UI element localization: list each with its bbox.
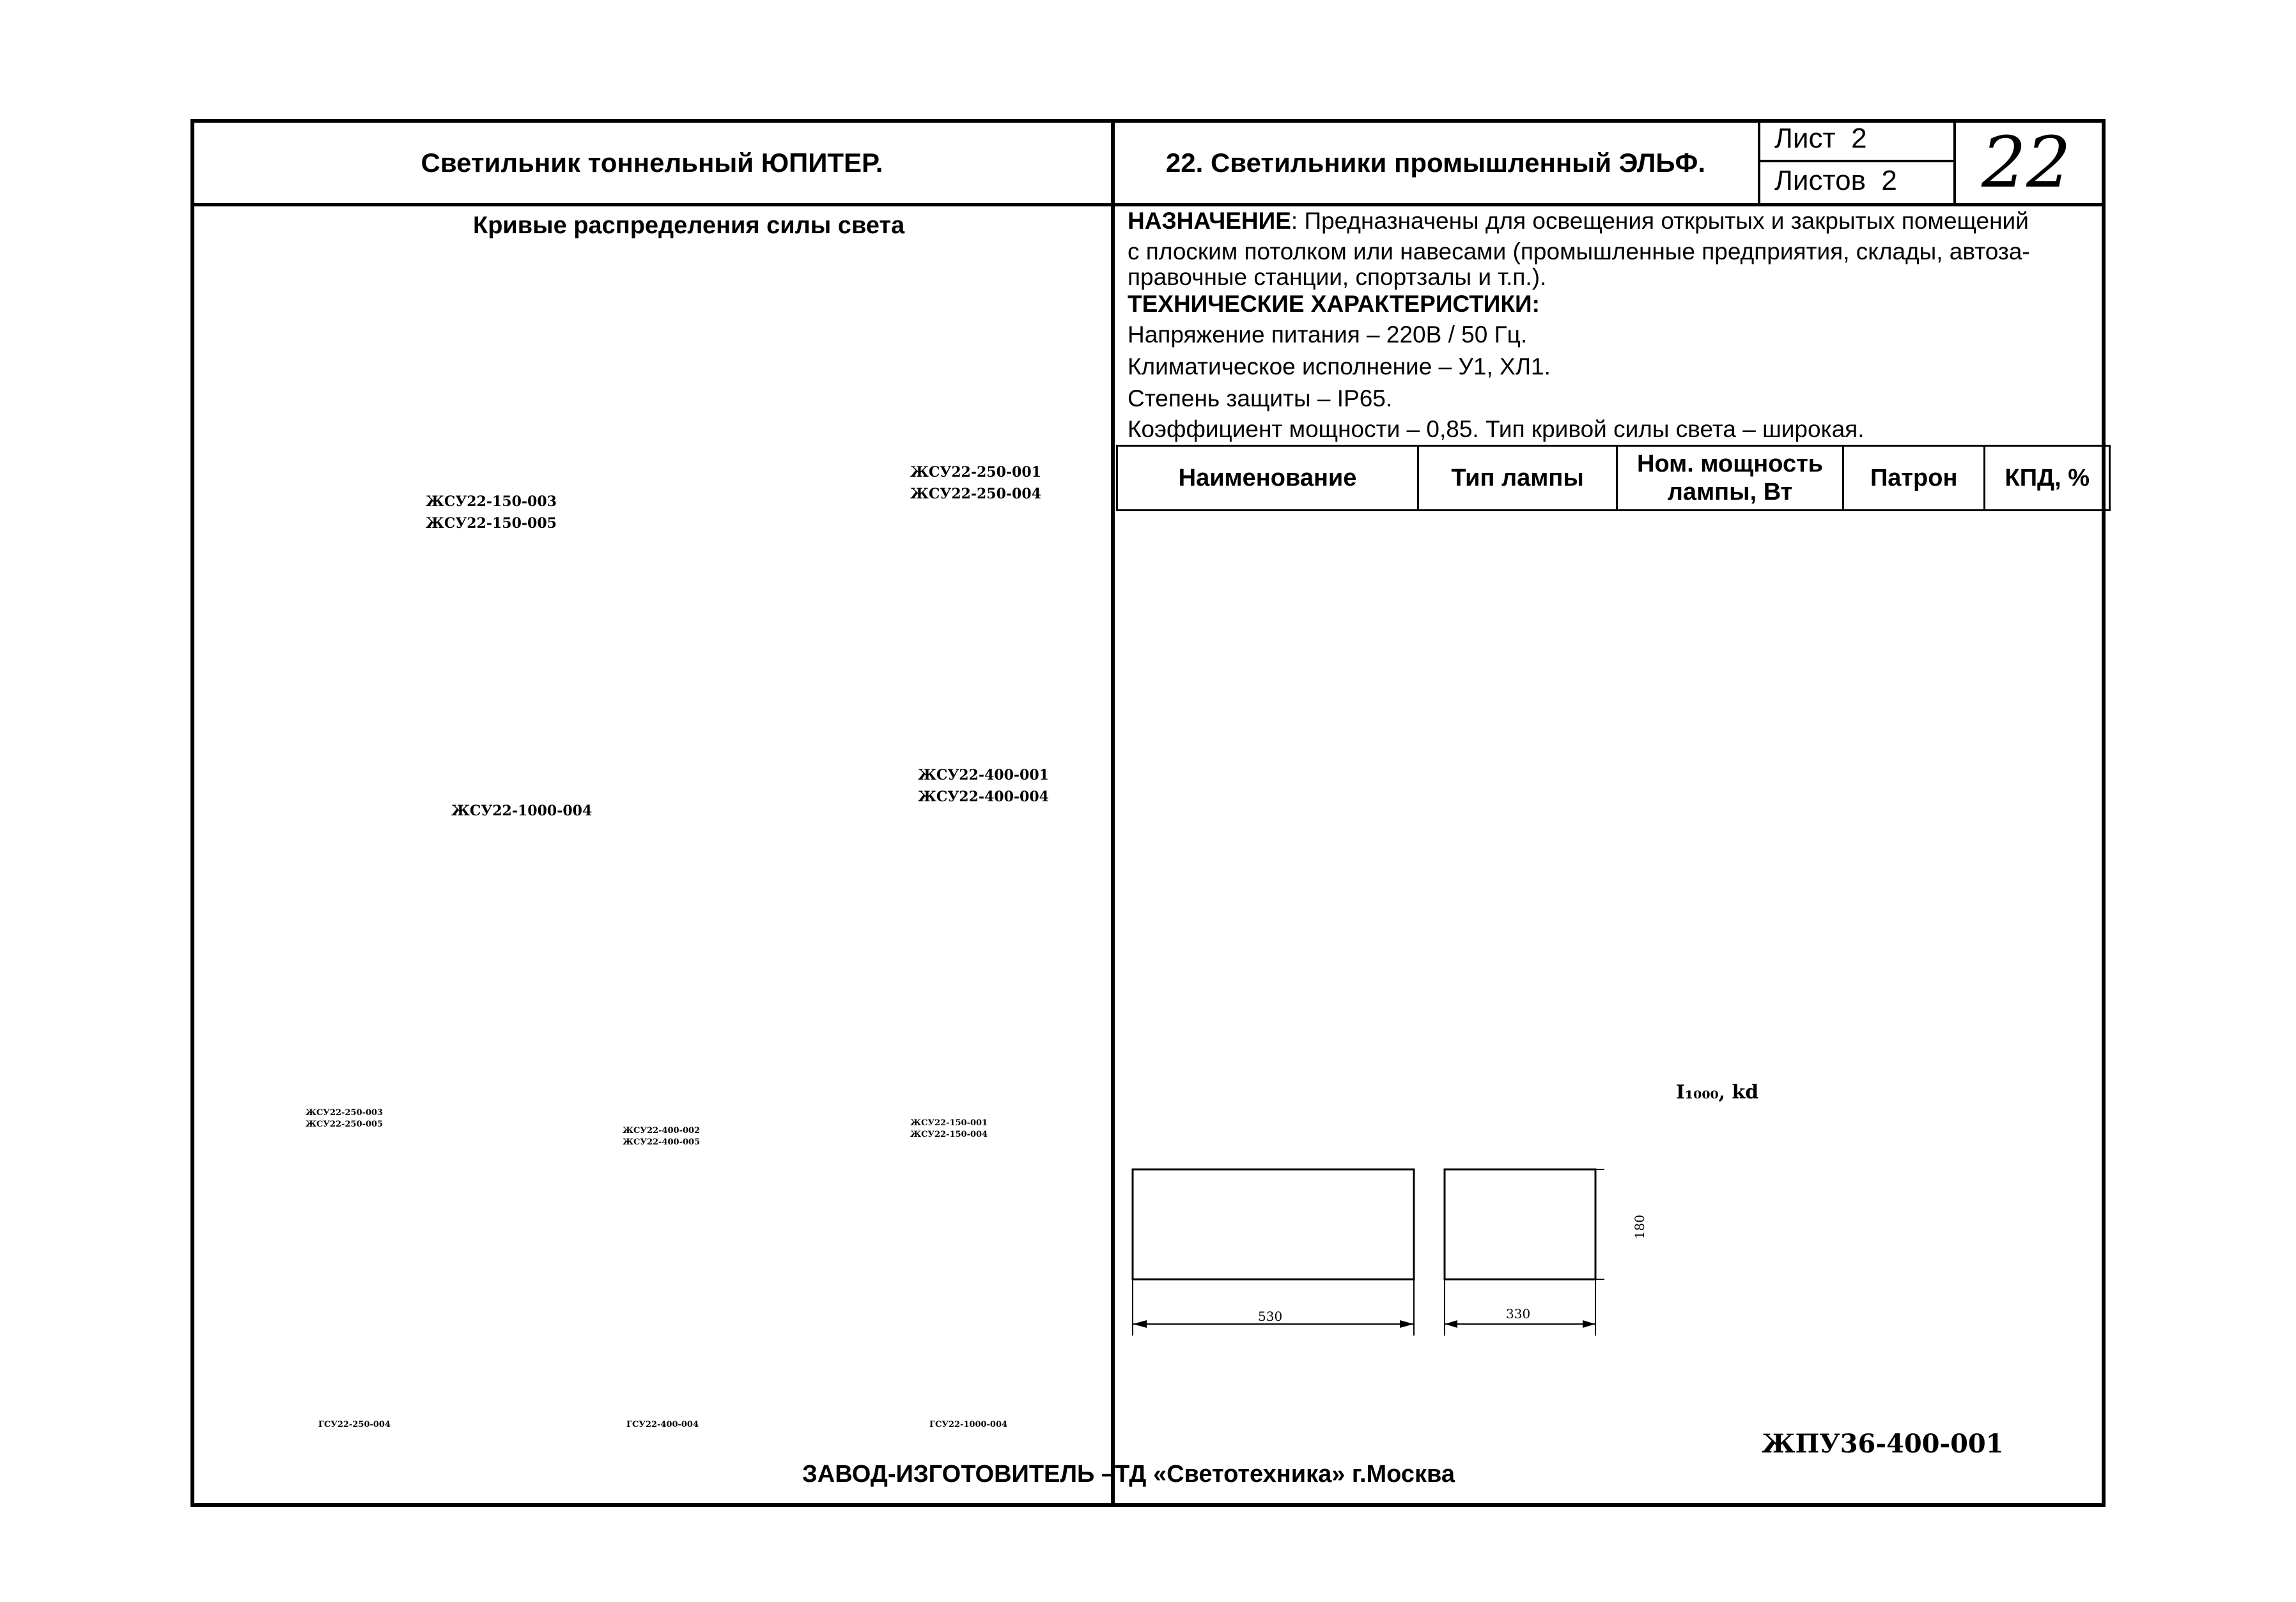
chart-4-caption-1: ЖСУ22-400-001 bbox=[918, 767, 1049, 783]
chart-5-caption-1: ЖСУ22-250-003 bbox=[306, 1108, 384, 1118]
spec-protection: Степень защиты – IP65. bbox=[1128, 385, 1393, 412]
col-header-lamp-type: Тип лампы bbox=[1418, 446, 1617, 511]
table-header-row bbox=[1117, 446, 2110, 511]
purpose-line-3: правочные станции, спортзалы и т.п.). bbox=[1128, 264, 1547, 290]
chart-9-caption-1: ГСУ22-400-004 bbox=[626, 1420, 699, 1429]
chart-1-caption-2: ЖСУ22-150-005 bbox=[426, 515, 557, 532]
chart-7-caption-1: ЖСУ22-150-001 bbox=[910, 1118, 988, 1128]
main-chart-axis-label: I₁₀₀₀, kd bbox=[1676, 1081, 1759, 1104]
main-chart-caption: ЖПУ36-400-001 bbox=[1762, 1429, 2004, 1459]
purpose-line-1: НАЗНАЧЕНИЕ: Предназначены для освещения открытых и закрытых помещений bbox=[1128, 208, 2029, 234]
chart-4-caption-2: ЖСУ22-400-004 bbox=[918, 789, 1049, 805]
spec-power-factor: Коэффициент мощности – 0,85. Тип кривой силы света – широкая. bbox=[1128, 416, 1865, 442]
sheet-box-mid bbox=[1758, 160, 1956, 162]
col-header-efficiency: КПД, % bbox=[1985, 446, 2110, 511]
col-header-name: Наименование bbox=[1117, 446, 1418, 511]
spec-voltage: Напряжение питания – 220В / 50 Гц. bbox=[1128, 321, 1528, 348]
spec-climate: Климатическое исполнение – У1, ХЛ1. bbox=[1128, 353, 1551, 380]
chart-5-caption-2: ЖСУ22-250-005 bbox=[306, 1120, 384, 1129]
spec-table bbox=[1116, 445, 2111, 511]
chart-6-caption-1: ЖСУ22-400-002 bbox=[623, 1126, 701, 1136]
sheet-label: Лист 2 bbox=[1774, 123, 1867, 154]
chart-10-caption-1: ГСУ22-1000-004 bbox=[929, 1420, 1008, 1429]
center-divider bbox=[1111, 119, 1115, 1507]
right-title: 22. Светильники промышленный ЭЛЬФ. bbox=[1165, 148, 1706, 178]
specs-heading: ТЕХНИЧЕСКИЕ ХАРАКТЕРИСТИКИ: bbox=[1128, 291, 1540, 317]
page-number: 22 bbox=[1982, 121, 2071, 203]
chart-2-caption-1: ЖСУ22-250-001 bbox=[910, 464, 1041, 481]
left-title: Светильник тоннельный ЮПИТЕР. bbox=[421, 148, 883, 178]
dimension-width-1: 530 bbox=[1258, 1309, 1283, 1324]
col-header-socket: Патрон bbox=[1843, 446, 1985, 511]
footer-manufacturer: ЗАВОД-ИЗГОТОВИТЕЛЬ –ТД «Светотехника» г.Москва bbox=[802, 1461, 1455, 1488]
purpose-line-2: с плоским потолком или навесами (промышленные предприятия, склады, автоза- bbox=[1128, 238, 2030, 265]
chart-6-caption-2: ЖСУ22-400-005 bbox=[623, 1137, 701, 1147]
chart-2-caption-2: ЖСУ22-250-004 bbox=[910, 486, 1041, 502]
left-panel-heading: Кривые распределения силы света bbox=[473, 212, 905, 239]
col-header-power: Ном. мощность лампы, Вт bbox=[1617, 446, 1843, 511]
chart-8-caption-1: ГСУ22-250-004 bbox=[318, 1420, 391, 1429]
chart-1-caption-1: ЖСУ22-150-003 bbox=[426, 493, 557, 510]
chart-3-caption-1: ЖСУ22-1000-004 bbox=[451, 803, 593, 819]
sheets-label: Листов 2 bbox=[1774, 165, 1897, 196]
dimension-drawing bbox=[1125, 1163, 1604, 1342]
chart-7-caption-2: ЖСУ22-150-004 bbox=[910, 1130, 988, 1139]
dimension-width-2: 330 bbox=[1506, 1306, 1531, 1321]
dimension-height: 180 bbox=[1632, 1214, 1648, 1240]
